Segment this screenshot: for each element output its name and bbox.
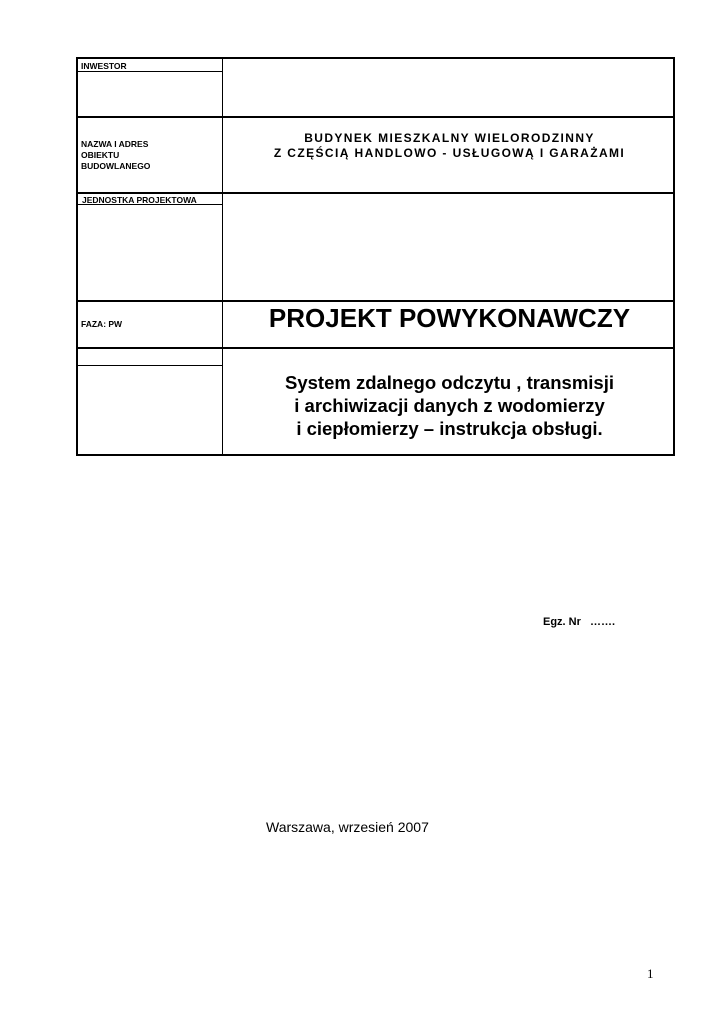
page-number: 1 <box>647 966 654 981</box>
system-line: i archiwizacji danych z wodomierzy <box>294 395 605 416</box>
object-name-label <box>81 139 211 172</box>
title-block-table <box>76 57 675 456</box>
building-line: BUDYNEK MIESZKALNY WIELORODZINNY <box>304 131 595 145</box>
building-description <box>224 131 675 161</box>
phase-label: FAZA: PW <box>81 319 123 329</box>
row-divider <box>76 192 675 194</box>
project-title: PROJEKT POWYKONAWCZY <box>268 303 631 333</box>
system-line: System zdalnego odczytu , transmisji <box>285 372 614 393</box>
object-name-label-line: OBIEKTU <box>81 150 120 160</box>
inwestor-label: INWESTOR <box>81 61 127 71</box>
design-unit-label: JEDNOSTKA PROJEKTOWA <box>82 195 197 205</box>
object-name-label-line: BUDOWLANEGO <box>81 161 151 171</box>
place-date: Warszawa, wrzesień 2007 <box>266 819 429 835</box>
row-divider <box>76 365 223 366</box>
copy-number: Egz. Nr ……. <box>543 616 616 628</box>
building-line: Z CZĘŚCIĄ HANDLOWO - USŁUGOWĄ I GARAŻAMI <box>273 146 626 160</box>
system-line: i ciepłomierzy – instrukcja obsługi. <box>296 418 603 439</box>
row-divider <box>76 347 675 349</box>
system-description <box>224 371 675 440</box>
row-divider <box>76 116 675 118</box>
object-name-label-line: NAZWA I ADRES <box>81 139 149 149</box>
